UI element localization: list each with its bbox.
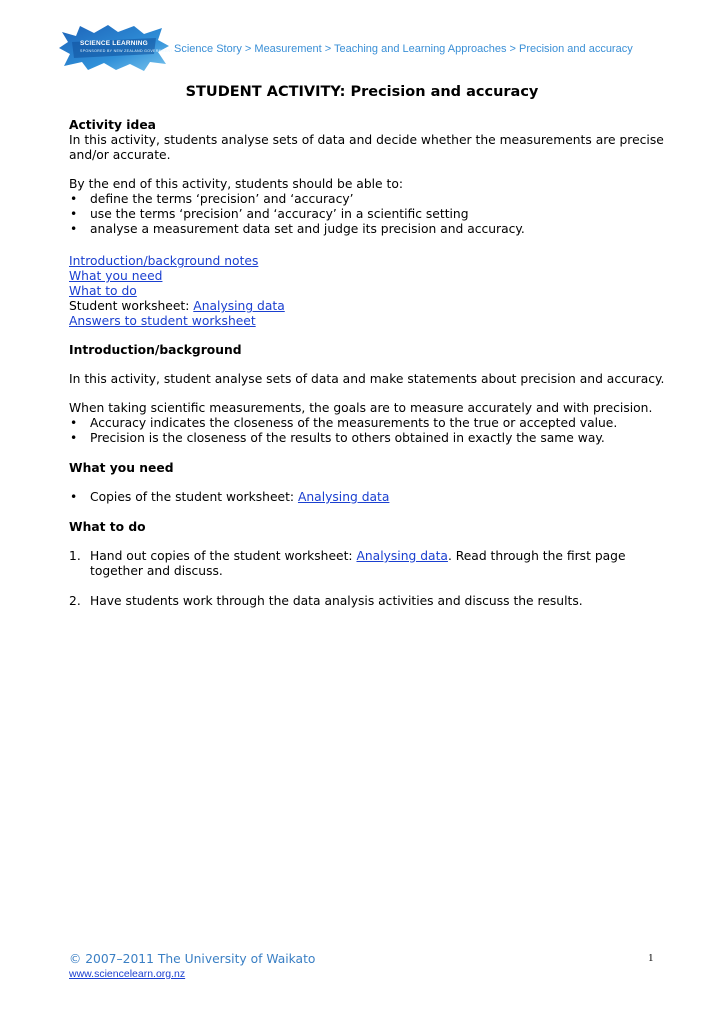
- activity-idea-heading: Activity idea: [69, 118, 156, 132]
- step-text: Hand out copies of the student worksheet:: [90, 549, 357, 563]
- what-you-need-item-text: Copies of the student worksheet:: [90, 490, 298, 504]
- toc-link-worksheet[interactable]: Analysing data: [193, 299, 285, 313]
- step-text: Have students work through the data analysis activities and discuss the results.: [90, 594, 583, 608]
- step-item: [69, 549, 669, 579]
- step-number: 2.: [69, 594, 81, 608]
- step-item: [69, 594, 669, 609]
- logo-text: SCIENCE LEARNING: [80, 40, 148, 47]
- introduction-text-2: When taking scientific measurements, the goals are to measure accurately and with precision.: [69, 401, 653, 415]
- footer-website-link[interactable]: www.sciencelearn.org.nz: [69, 968, 186, 980]
- introduction-text-1: In this activity, student analyse sets of data and make statements about precision and accuracy.: [69, 372, 665, 386]
- document-body: [69, 118, 669, 609]
- copyright-text: © 2007–2011 The University of Waikato: [69, 952, 316, 966]
- objective-item: • use the terms ‘precision’ and ‘accuracy’ in a scientific setting: [69, 207, 669, 222]
- what-to-do-steps: [69, 549, 669, 609]
- worksheet-link[interactable]: Analysing data: [297, 490, 390, 504]
- page-title: STUDENT ACTIVITY: Precision and accuracy: [185, 84, 539, 100]
- objectives-list: [69, 192, 669, 237]
- introduction-heading: Introduction/background: [69, 343, 242, 357]
- introduction-bullet: • Accuracy indicates the closeness of the measurements to the true or accepted value.: [69, 416, 669, 431]
- what-you-need-list: [69, 490, 669, 505]
- objective-item: • define the terms ‘precision’ and ‘accuracy’: [69, 192, 669, 207]
- toc-link-what-to-do[interactable]: What to do: [69, 284, 137, 298]
- what-you-need-heading: What you need: [69, 461, 174, 475]
- introduction-bullet: • Precision is the closeness of the results to others obtained in exactly the same way.: [69, 431, 669, 446]
- what-to-do-heading: What to do: [69, 520, 146, 534]
- activity-idea-text: In this activity, students analyse sets of data and decide whether the measurements are precise and/or accurate.: [69, 133, 664, 162]
- toc-worksheet-prefix: Student worksheet:: [69, 299, 194, 313]
- objective-item: • analyse a measurement data set and judge its precision and accuracy.: [69, 222, 669, 237]
- worksheet-link[interactable]: Analysing data: [356, 549, 448, 563]
- toc-link-answers[interactable]: Answers to student worksheet: [69, 314, 256, 328]
- introduction-bullets: [69, 416, 669, 446]
- step-number: 1.: [69, 549, 81, 563]
- objectives-intro: By the end of this activity, students should be able to:: [69, 177, 404, 191]
- logo-splash-icon: [58, 24, 170, 72]
- science-learning-logo[interactable]: [58, 24, 173, 72]
- breadcrumb[interactable]: Science Story > Measurement > Teaching and Learning Approaches > Precision and accuracy: [174, 43, 633, 55]
- toc-link-introduction[interactable]: Introduction/background notes: [69, 254, 259, 268]
- what-you-need-item: [69, 490, 669, 505]
- page-number: 1: [648, 952, 654, 964]
- logo-subtext: SPONSORED BY NEW ZEALAND GOVERNMENT: [80, 49, 173, 53]
- step-text-suffix: . Read through the first page together and discuss.: [90, 549, 626, 578]
- toc-link-what-you-need[interactable]: What you need: [69, 269, 163, 283]
